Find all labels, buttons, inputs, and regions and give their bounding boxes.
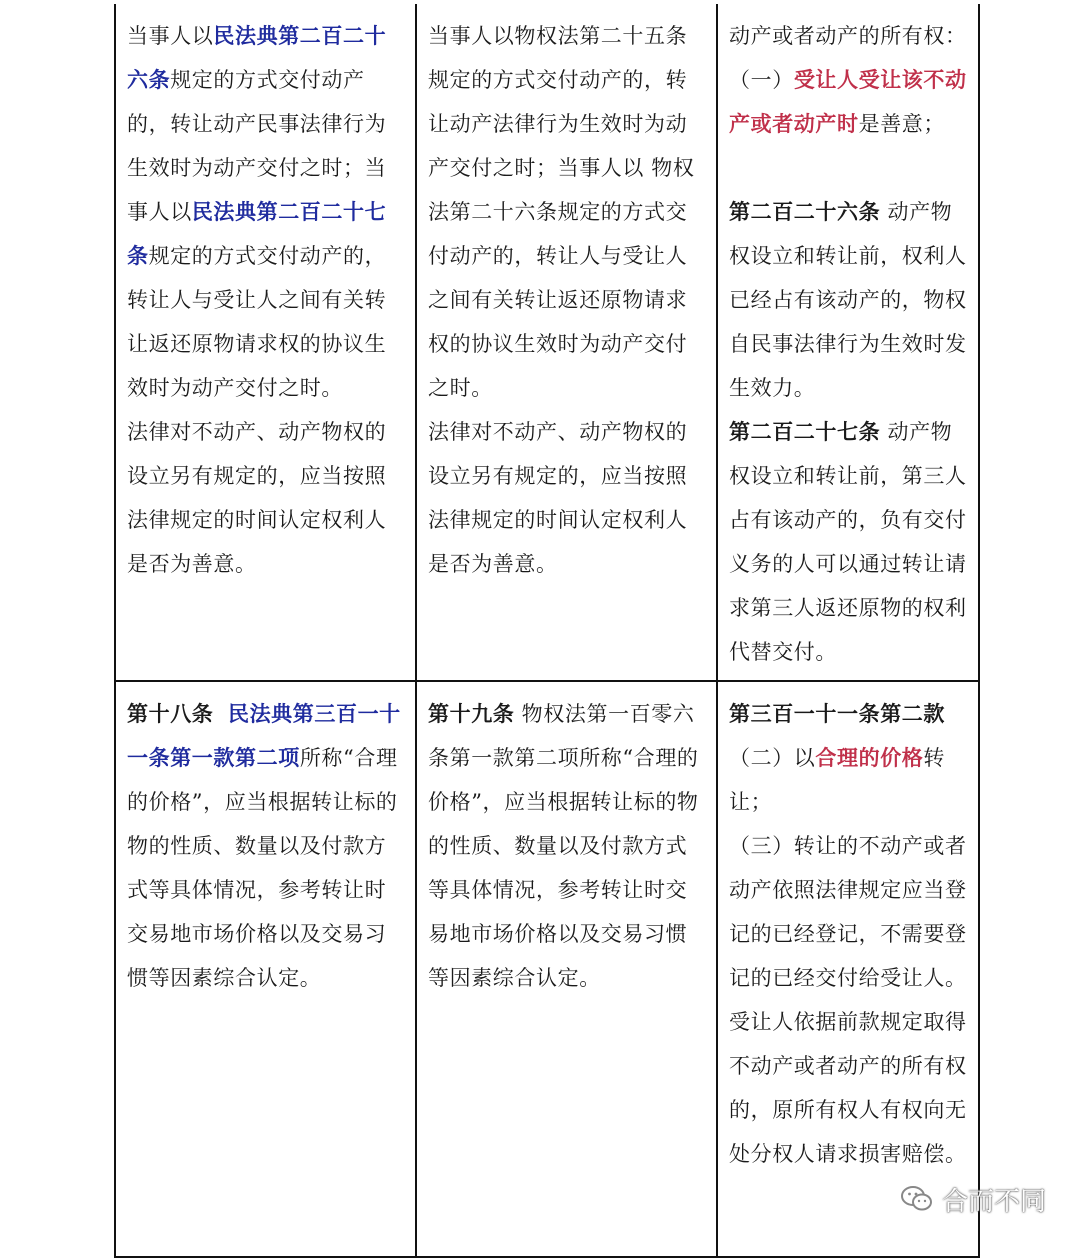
text: 规定的方式交付动产的，转让动产民事法律行为生效时为动产交付之时；当事人以 <box>127 68 387 224</box>
paragraph: 当事人以物权法第二十五条规定的方式交付动产的，转让动产法律行为生效时为动产交付之时；当事人以 物权法第二十六条规定的方式交付动产的，转让人与受让人之间有关转让返还原物请求权的协议生效时为动产交付之时。 <box>428 24 695 400</box>
spacer <box>729 146 968 190</box>
cell-civil-code-articles <box>717 4 979 681</box>
article-body: 动产物权设立和转让前，第三人占有该动产的，负有交付义务的人可以通过转让请求第三人返还原物的权利代替交付。 <box>729 420 967 664</box>
text: 规定的方式交付动产的，转让人与受让人之间有关转让返还原物请求权的协议生效时为动产交付之时。 <box>127 244 387 400</box>
text: 转让； <box>729 746 946 814</box>
article-title: 第二百二十七条 <box>729 419 881 444</box>
text: 所称“合理的价格”，应当根据转让标的物的性质、数量以及付款方式等具体情况，参考转让时交易地市场价格以及交易习惯等因素综合认定。 <box>127 746 398 990</box>
text: 物权法第一百零六条第一款第二项所称“合理的价格”，应当根据转让标的物的性质、数量以及付款方式等具体情况，参考转让时交易地市场价格以及交易习惯等因素综合认定。 <box>428 702 699 990</box>
cell-interpretation <box>115 4 416 681</box>
paragraph <box>428 692 706 1000</box>
paragraph: （三）转让的不动产或者动产依照法律规定应当登记的已经登记，不需要登记的已经交付给受让人。 <box>729 834 967 990</box>
watermark <box>900 1179 1046 1219</box>
watermark-text: 合而不同 <box>942 1186 1047 1217</box>
text: （二）以 <box>729 746 816 770</box>
table-row <box>115 4 979 681</box>
law-comparison-table <box>114 4 980 1258</box>
civil-code-reference: 民法典第二百二十七条 <box>127 199 387 268</box>
article-title: 第十九条 <box>428 701 515 726</box>
paragraph: 法律对不动产、动产物权的设立另有规定的，应当按照法律规定的时间认定权利人是否为善意。 <box>127 420 387 576</box>
paragraph <box>127 692 405 1000</box>
table-row <box>115 681 979 1257</box>
wechat-icon <box>900 1184 934 1214</box>
article-226 <box>729 190 968 410</box>
cell-article-18 <box>115 681 416 1257</box>
article-227 <box>729 410 968 674</box>
paragraph <box>127 14 405 410</box>
text: 是善意； <box>858 112 946 136</box>
paragraph: 动产或者动产的所有权： <box>729 24 967 48</box>
article-body: 动产物权设立和转让前，权利人已经占有该动产的，物权自民事法律行为生效时发生效力。 <box>729 200 967 400</box>
text: 当事人以 <box>127 24 214 48</box>
highlight-text: 合理的价格 <box>815 745 924 770</box>
paragraph: 受让人依据前款规定取得不动产或者动产的所有权的，原所有权人有权向无处分权人请求损害赔偿。 <box>729 1010 967 1166</box>
highlight-text: 受让人受让该不动产或者动产时 <box>729 67 967 136</box>
paragraph <box>729 58 968 146</box>
article-title: 第二百二十六条 <box>729 199 881 224</box>
paragraph: 法律对不动产、动产物权的设立另有规定的，应当按照法律规定的时间认定权利人是否为善意。 <box>428 420 688 576</box>
article-title: 第三百一十一条第二款 <box>729 701 945 726</box>
article-title: 第十八条 <box>127 701 214 726</box>
text: （一） <box>729 68 794 92</box>
cell-article-311 <box>717 681 979 1257</box>
cell-old-interpretation <box>416 4 717 681</box>
paragraph <box>729 736 968 824</box>
cell-article-19 <box>416 681 717 1257</box>
civil-code-reference: 民法典第三百一十一条第一款第二项 <box>127 701 401 770</box>
civil-code-reference: 民法典第二百二十六条 <box>127 23 387 92</box>
